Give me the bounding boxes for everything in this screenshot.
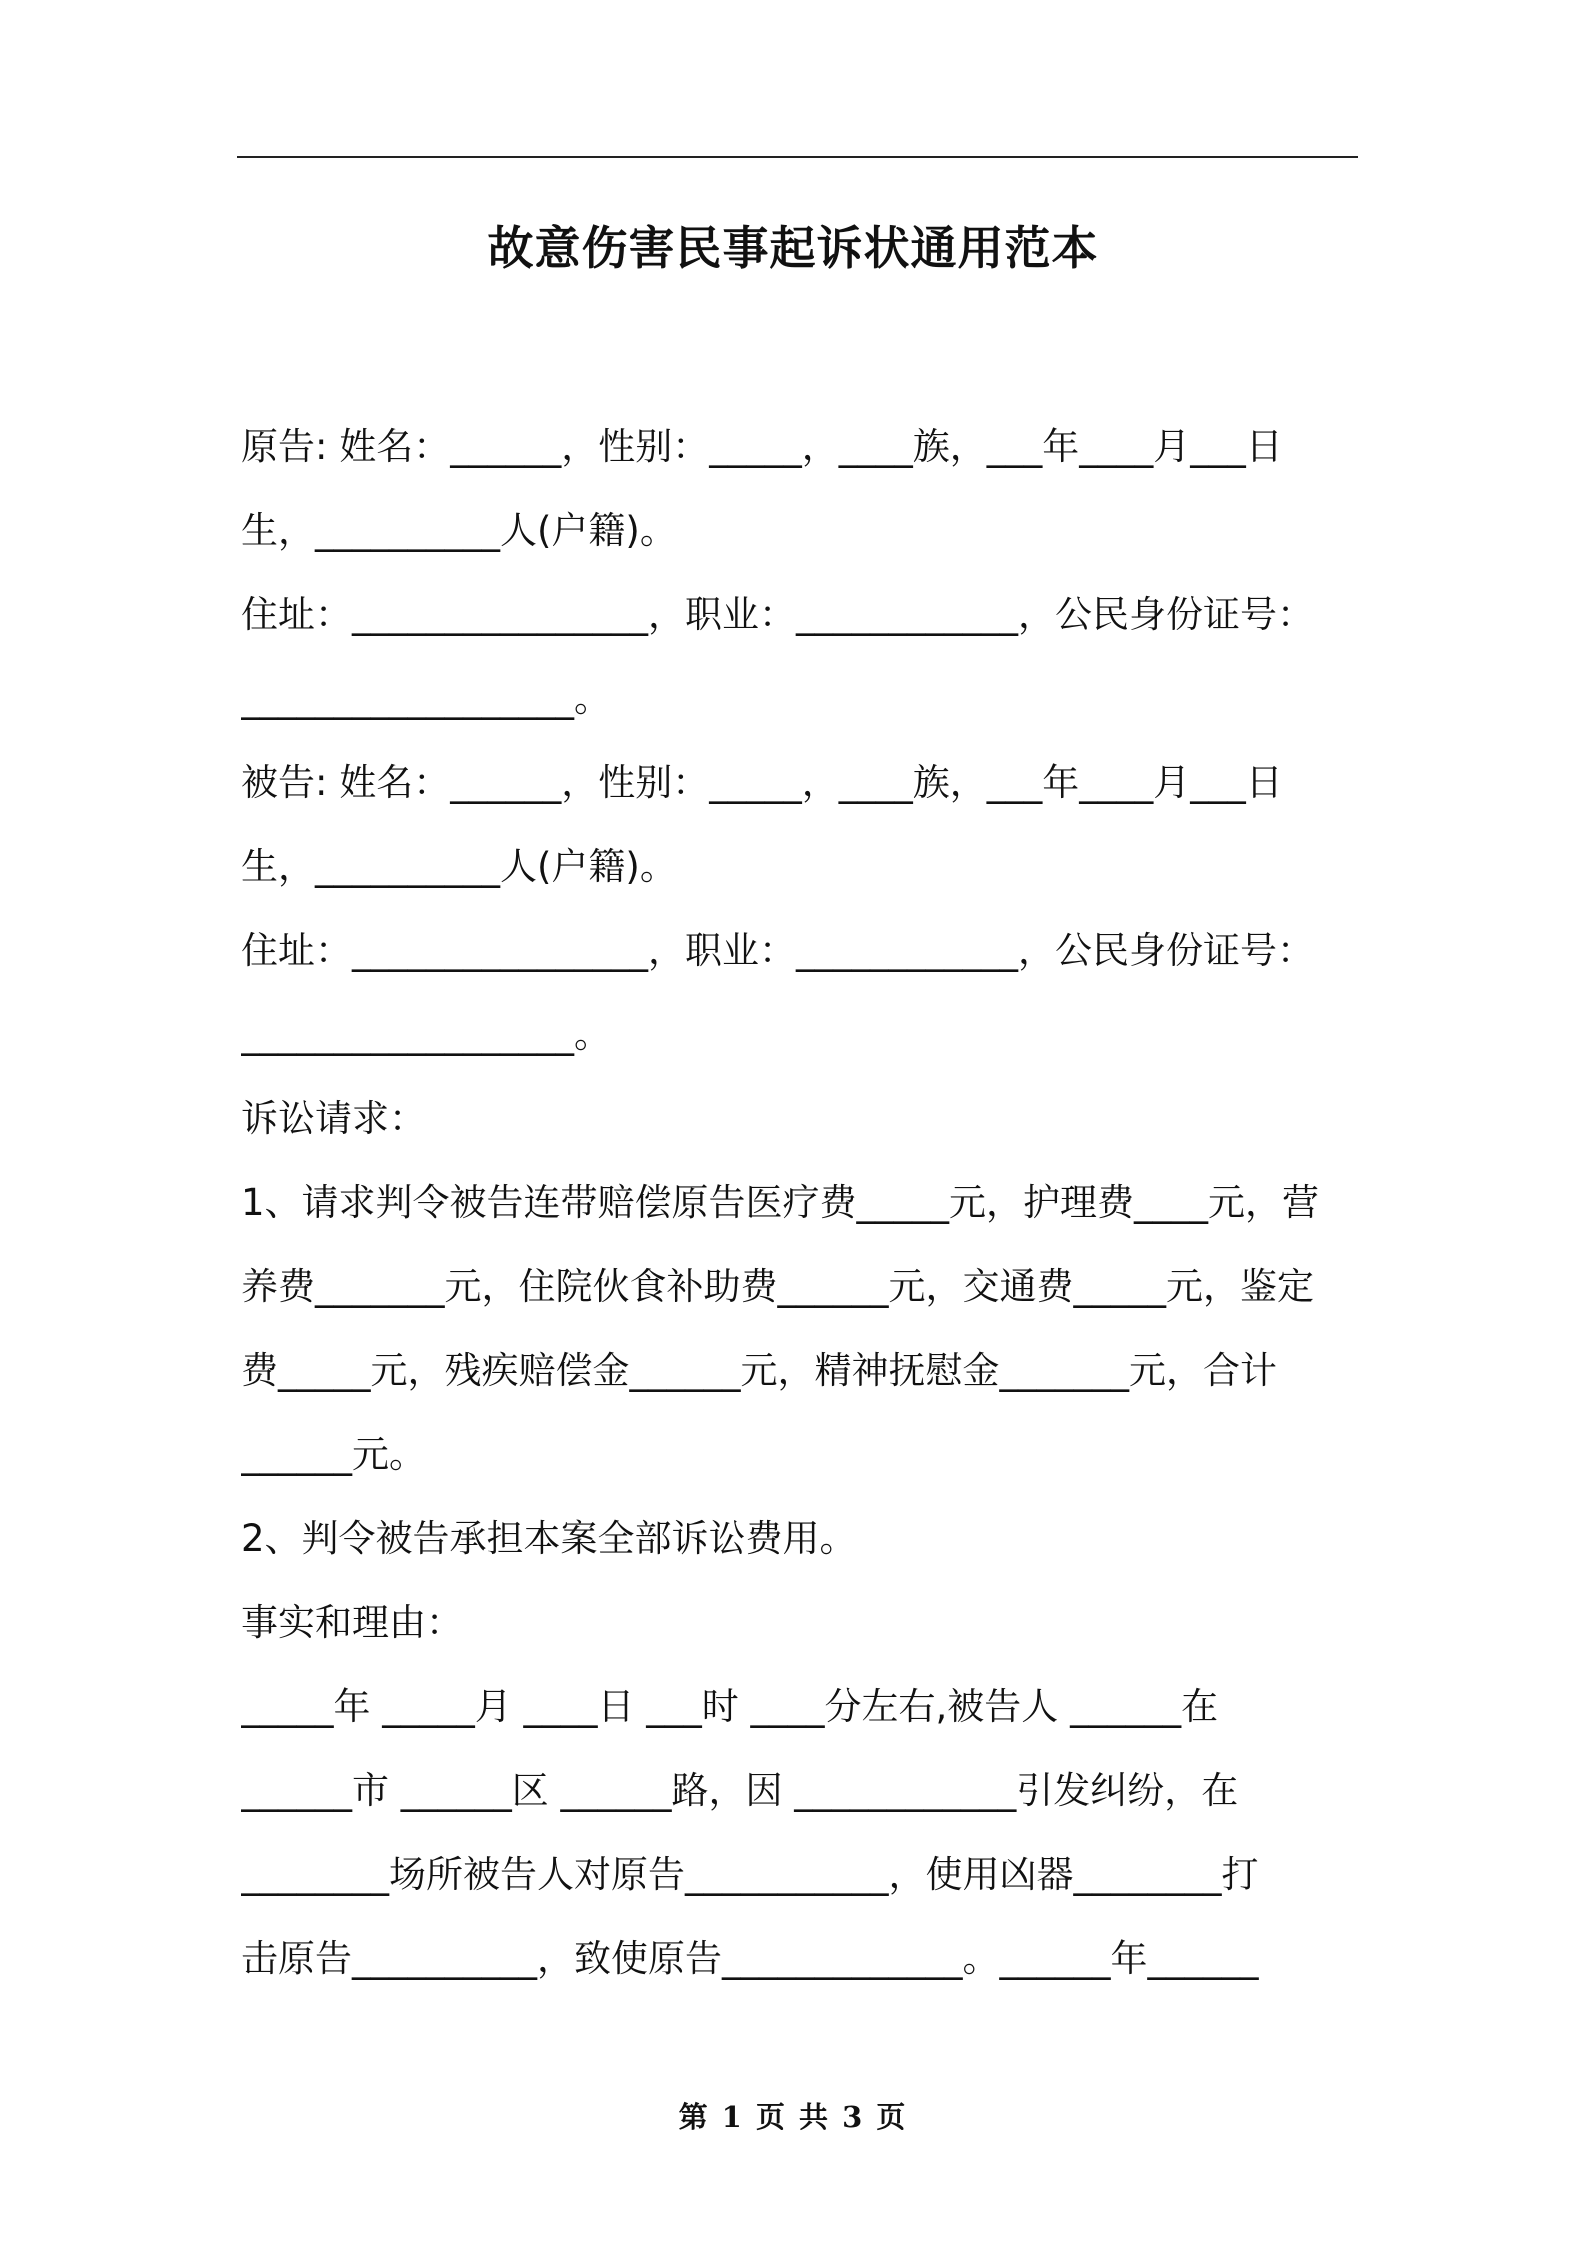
facts-line-4: 击原告__________，致使原告_____________。______年______ [241, 1937, 1259, 1980]
header-rule [237, 156, 1358, 158]
facts-line-2: ______市 ______区 ______路，因 ____________引发纠纷，在 [241, 1769, 1239, 1812]
facts-line-1: _____年 _____月 ____日 ___时 ____分左右,被告人 ______在 [241, 1685, 1219, 1728]
body-line-defendant-address: 住址：________________，职业：____________，公民身份证号： [241, 929, 1314, 972]
document-body [241, 405, 1356, 2001]
body-line-plaintiff-origin: 生，__________人(户籍)。 [241, 509, 677, 552]
section-heading-claims: 诉讼请求： [241, 1097, 426, 1140]
document-title: 故意伤害民事起诉状通用范本 [487, 221, 1099, 275]
body-line-defendant-origin: 生，__________人(户籍)。 [241, 845, 677, 888]
page-footer: 第 1 页 共 3 页 [678, 2100, 908, 2134]
section-heading-facts: 事实和理由： [241, 1601, 463, 1644]
body-line-defendant-id: __________________。 [241, 1013, 611, 1056]
claim-1-line-4: ______元。 [241, 1433, 426, 1476]
body-line-plaintiff-address: 住址：________________，职业：____________，公民身份证号： [241, 593, 1314, 636]
body-line-plaintiff-name: 原告: 姓名：______，性别：_____，____族，___年____月___日 [241, 425, 1283, 468]
claim-1-line-3: 费_____元，残疾赔偿金______元，精神抚慰金_______元，合计 [241, 1349, 1277, 1392]
claim-2: 2、判令被告承担本案全部诉讼费用。 [241, 1517, 857, 1560]
claim-1-line-2: 养费_______元，住院伙食补助费______元，交通费_____元，鉴定 [241, 1265, 1314, 1308]
body-line-defendant-name: 被告: 姓名：______，性别：_____，____族，___年____月___日 [241, 761, 1283, 804]
claim-1-line-1: 1、请求判令被告连带赔偿原告医疗费_____元，护理费____元，营 [241, 1181, 1320, 1224]
facts-line-3: ________场所被告人对原告___________，使用凶器________打 [241, 1853, 1259, 1896]
body-line-plaintiff-id: __________________。 [241, 677, 611, 720]
